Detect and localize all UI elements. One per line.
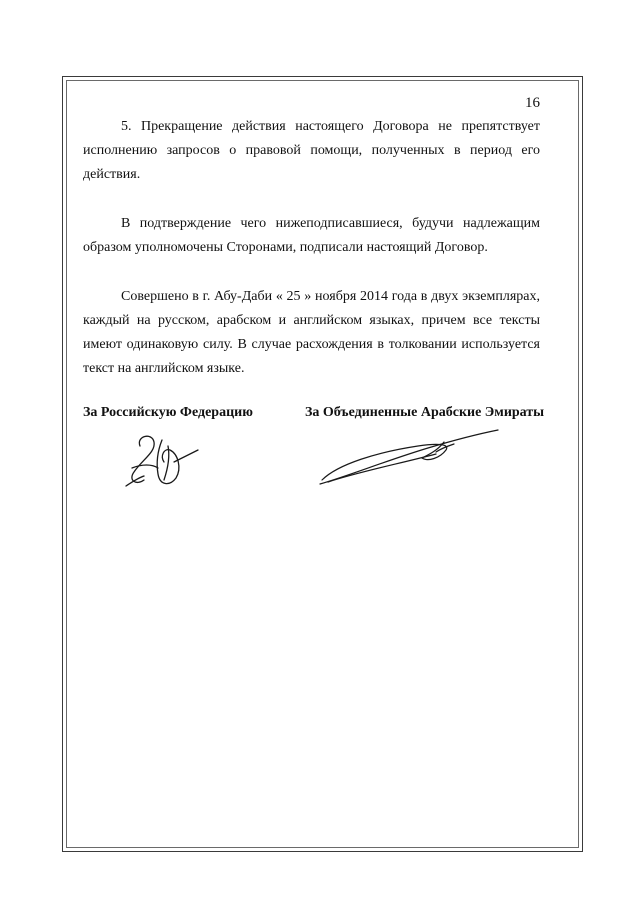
signature-russia bbox=[118, 428, 200, 492]
paragraph-termination: 5. Прекращение действия настоящего Договора не препятствует исполнению запросов о правовой помощи, полученных в период его действия. bbox=[83, 119, 540, 182]
page-number: 16 bbox=[525, 95, 540, 111]
signature-uae bbox=[318, 424, 500, 488]
paragraph-confirmation: В подтверждение чего нижеподписавшиеся, будучи надлежащим образом уполномочены Сторонами, подписали настоящий Договор. bbox=[83, 216, 540, 255]
signatory-uae-label: За Объединенные Арабские Эмираты bbox=[305, 405, 545, 420]
signatory-russia-label: За Российскую Федерацию bbox=[83, 405, 253, 420]
paragraph-done-at: Совершено в г. Абу-Даби « 25 » ноября 2014 года в двух экземплярах, каждый на русском, арабском и английском языках, причем все тексты имеют одинаковую силу. В случае расхождения в толковании используется текст на английском языке. bbox=[83, 289, 540, 376]
